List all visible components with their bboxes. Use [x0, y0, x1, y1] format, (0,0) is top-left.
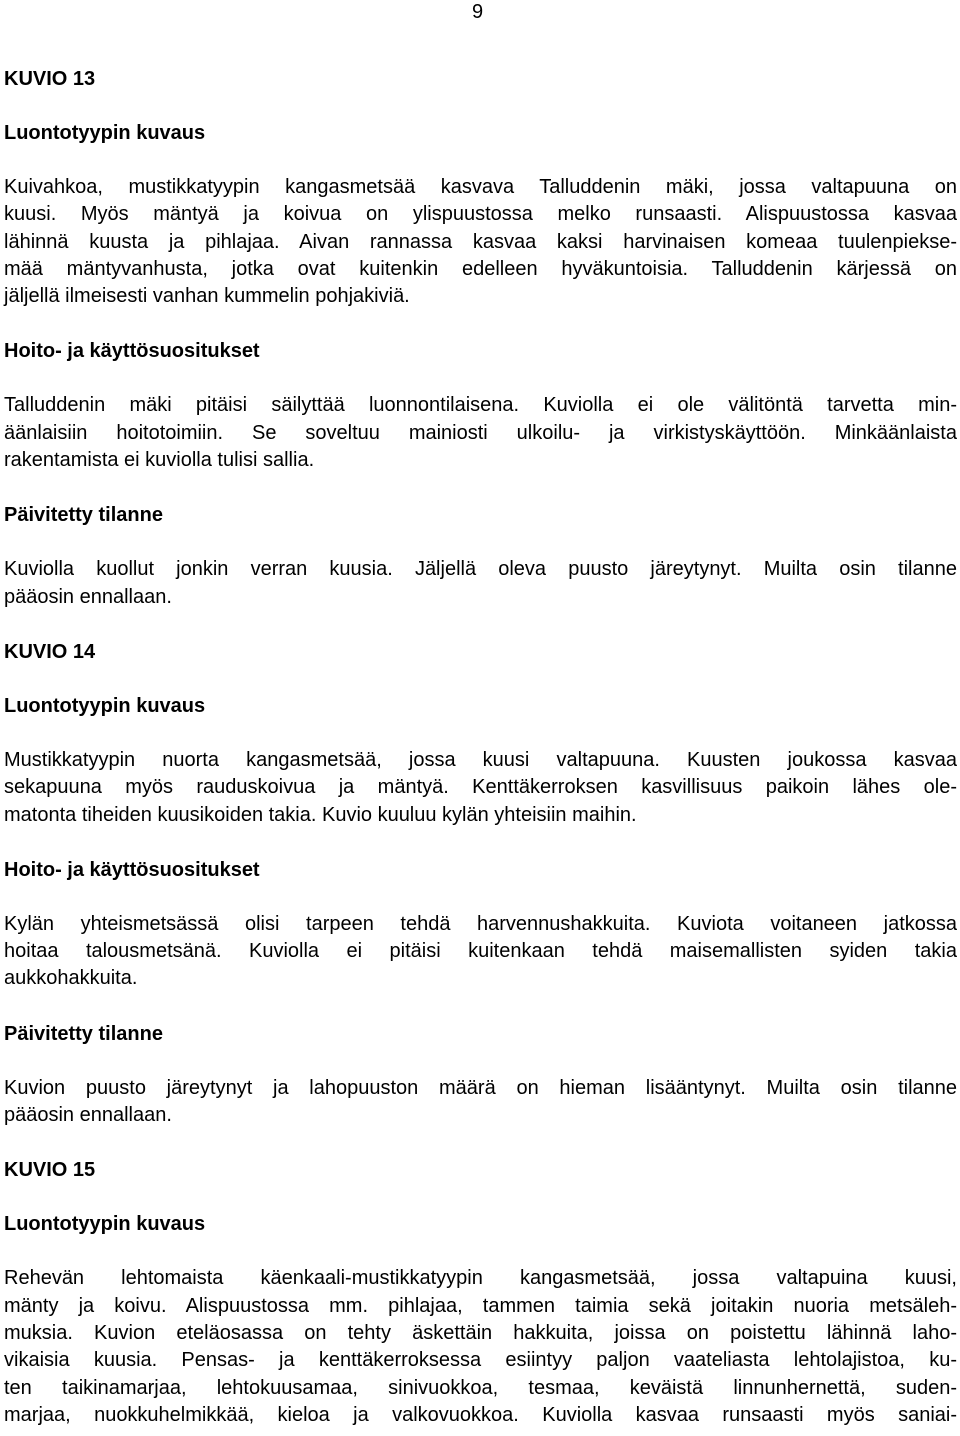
- paragraph-line: Kuvion puusto järeytynyt ja lahopuuston määrä on hieman lisääntynyt. Muilta osin tilanne: [4, 1076, 957, 1099]
- paragraph-line: pääosin ennallaan.: [4, 585, 172, 608]
- block-gap: [4, 92, 957, 120]
- kuvio-title: KUVIO 13: [4, 68, 96, 90]
- section-heading: Päivitetty tilanne: [4, 504, 163, 527]
- paragraph-line: sekapuuna myös rauduskoivua ja mäntyä. Kenttäkerroksen kasvillisuus paikoin lähes ole-: [4, 776, 957, 799]
- section-gap: [4, 1129, 957, 1157]
- paragraph-line: vikaisia kuusia. Pensas- ja kenttäkerroksessa esiintyy paljon vaateliasta lehtolajistoa, ku-: [4, 1349, 957, 1372]
- heading-gap: [4, 1047, 957, 1075]
- paragraph-line: Kylän yhteismetsässä olisi tarpeen tehdä harvennushakkuita. Kuviota voitaneen jatkossa: [4, 912, 957, 935]
- paragraph-line: jäljellä ilmeisesti vanhan kummelin pohjakiviä.: [4, 285, 410, 308]
- heading-gap: [4, 364, 957, 392]
- paragraph-line: lähinnä kuusta ja pihlajaa. Aivan rannassa kasvaa kaksi harvinaisen komeaa tuulenpiekse-: [4, 230, 957, 253]
- block-gap: [4, 1183, 957, 1211]
- section-heading: Luontotyypin kuvaus: [4, 1213, 206, 1236]
- paragraph: [4, 747, 957, 829]
- kuvio-section: [4, 639, 957, 1129]
- paragraph: [4, 1265, 957, 1429]
- paragraph-line: rakentamista ei kuviolla tulisi sallia.: [4, 449, 315, 472]
- paragraph-line: pääosin ennallaan.: [4, 1104, 172, 1127]
- paragraph-line: muksia. Kuvion eteläosassa on tehty äskettäin hakkuita, joissa on poistettu lähinnä laho-: [4, 1321, 957, 1344]
- heading-gap: [4, 146, 957, 174]
- paragraph: [4, 911, 957, 993]
- heading-gap: [4, 719, 957, 747]
- heading-gap: [4, 528, 957, 556]
- page-number: 9: [472, 1, 484, 23]
- paragraph-line: Rehevän lehtomaista käenkaali-mustikkatyypin kangasmetsää, jossa valtapuina kuusi,: [4, 1267, 957, 1290]
- paragraph-line: mänty ja koivu. Alispuustossa mm. pihlajaa, tammen taimia sekä joitakin nuoria metsäleh-: [4, 1294, 957, 1317]
- paragraph-line: Talluddenin mäki pitäisi säilyttää luonnontilaisena. Kuviolla ei ole välitöntä tarvetta min-: [4, 394, 957, 417]
- kuvio-title: KUVIO 15: [4, 1159, 96, 1182]
- paragraph: [4, 556, 957, 611]
- paragraph: [4, 1075, 957, 1130]
- paragraph-line: mää mäntyvanhusta, jotka ovat kuitenkin edelleen hyväkuntoisia. Talluddenin kärjessä on: [4, 257, 957, 280]
- paragraph: [4, 174, 957, 310]
- section-heading: Luontotyypin kuvaus: [4, 694, 206, 717]
- section-heading: Hoito- ja käyttösuositukset: [4, 340, 260, 363]
- paragraph-line: marjaa, nuokkuhelmikkää, kieloa ja valkovuokkoa. Kuviolla kasvaa runsaasti myös saniai-: [4, 1403, 957, 1426]
- paragraph-line: äänlaisiin hoitotoimiin. Se soveltuu mainiosti ulkoilu- ja virkistyskäyttöön. Minkäänlaista: [4, 421, 957, 444]
- block-gap: [4, 993, 957, 1021]
- section-heading: Päivitetty tilanne: [4, 1022, 163, 1045]
- paragraph-line: Kuivahkoa, mustikkatyypin kangasmetsää kasvava Talluddenin mäki, jossa valtapuuna on: [4, 176, 957, 198]
- section-gap: [4, 611, 957, 639]
- paragraph-line: matonta tiheiden kuusikoiden takia. Kuvio kuuluu kylän yhteisiin maihin.: [4, 803, 637, 826]
- kuvio-section: [4, 66, 957, 611]
- block-gap: [4, 829, 957, 857]
- block-gap: [4, 310, 957, 338]
- document-body: [4, 66, 957, 1429]
- kuvio-title: KUVIO 14: [4, 640, 96, 663]
- paragraph-line: ten taikinamarjaa, lehtokuusamaa, sinivuokkoa, tesmaa, keväistä linnunhernettä, suden-: [4, 1376, 957, 1399]
- heading-gap: [4, 883, 957, 911]
- paragraph-line: aukkohakkuita.: [4, 967, 138, 990]
- block-gap: [4, 474, 957, 502]
- paragraph-line: Kuviolla kuollut jonkin verran kuusia. Jäljellä oleva puusto järeytynyt. Muilta osin tilanne: [4, 558, 957, 581]
- section-heading: Luontotyypin kuvaus: [4, 122, 206, 144]
- paragraph: [4, 392, 957, 474]
- paragraph-line: hoitaa talousmetsänä. Kuviolla ei pitäisi kuitenkaan tehdä maisemallisten syiden takia: [4, 940, 957, 963]
- section-heading: Hoito- ja käyttösuositukset: [4, 858, 260, 881]
- paragraph-line: kuusi. Myös mäntyä ja koivua on ylispuustossa melko runsaasti. Alispuustossa kasvaa: [4, 203, 957, 226]
- block-gap: [4, 665, 957, 693]
- heading-gap: [4, 1237, 957, 1265]
- kuvio-section: [4, 1157, 957, 1429]
- paragraph-line: Mustikkatyypin nuorta kangasmetsää, jossa kuusi valtapuuna. Kuusten joukossa kasvaa: [4, 748, 957, 771]
